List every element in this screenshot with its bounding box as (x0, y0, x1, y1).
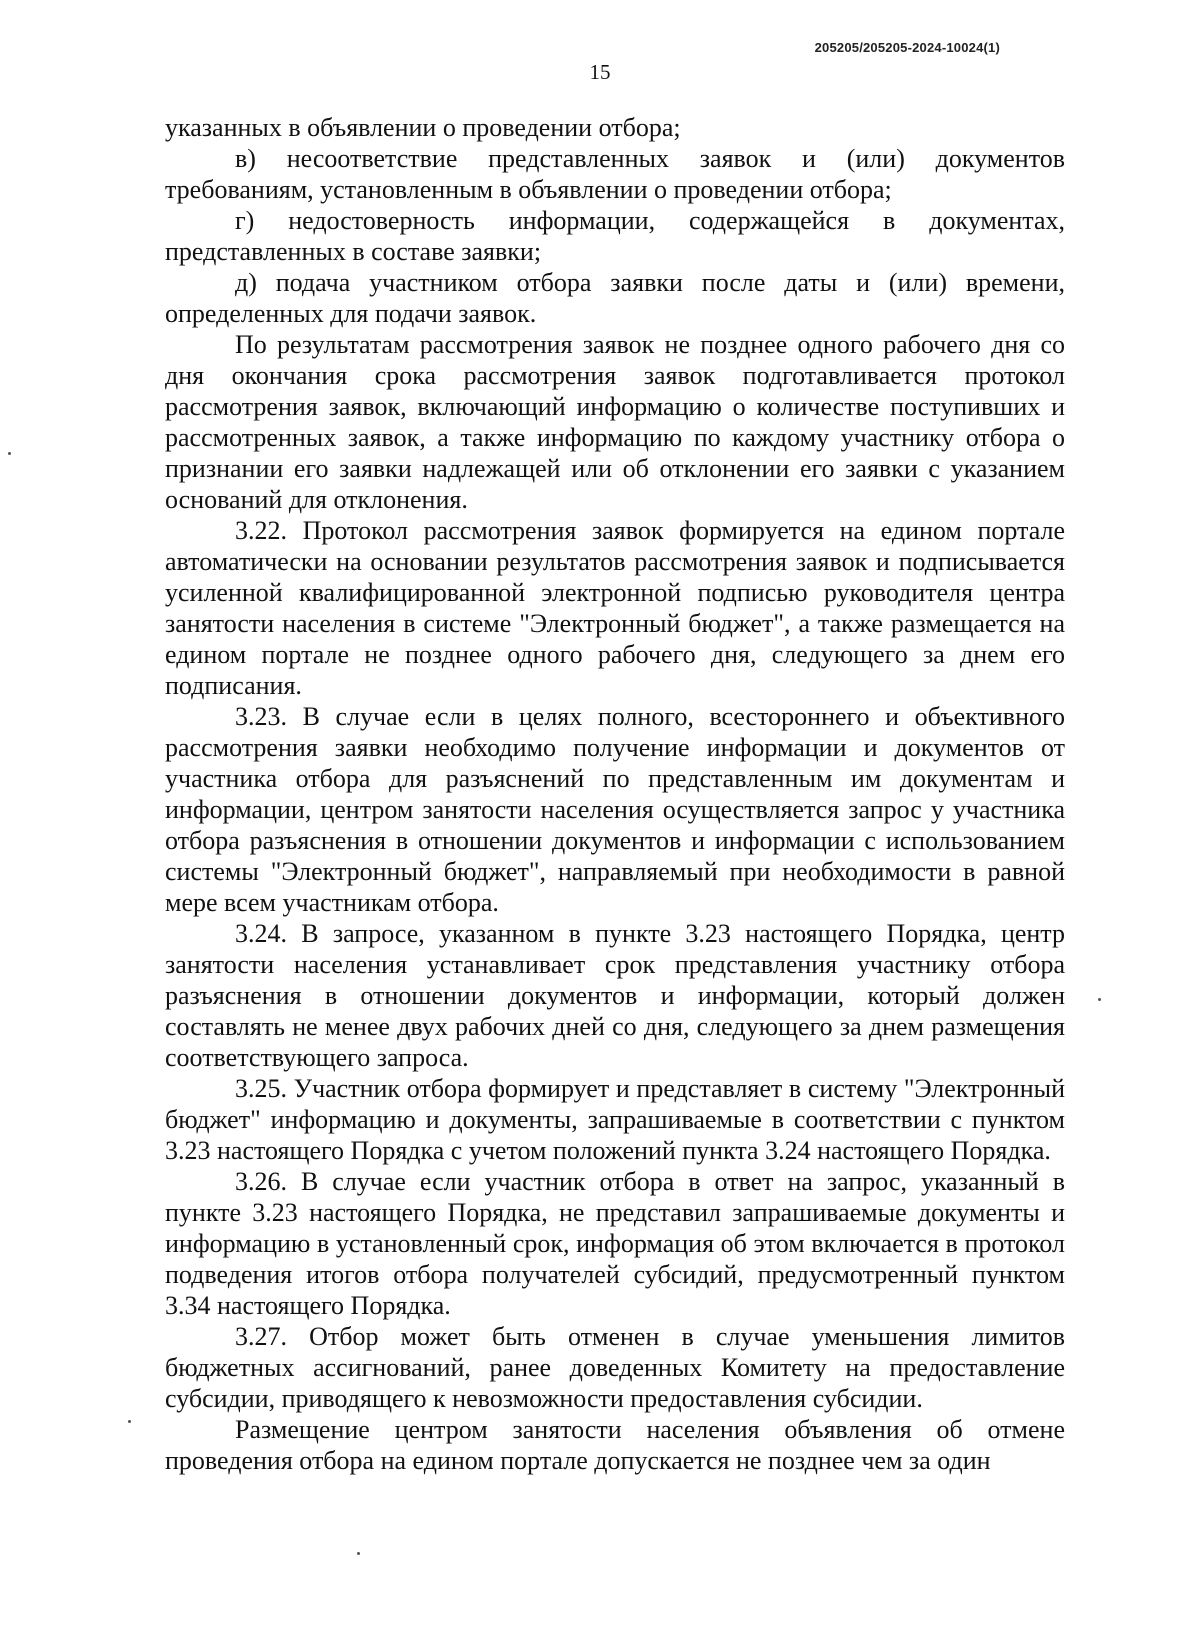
paragraph-item-v: в) несоответствие представленных заявок и (или) документов требованиям, установленным в объявлении о проведении отбора; (165, 144, 1065, 204)
paragraph-item-g: г) недостоверность информации, содержащейся в документах, представленных в составе заявки; (165, 206, 1065, 266)
paragraph-3-27: 3.27. Отбор может быть отменен в случае уменьшения лимитов бюджетных ассигнований, ранее доведенных Комитету на предоставление субсидии, приводящего к невозможности предоставления субсидии. (165, 1322, 1065, 1413)
document-id: 205205/205205-2024-10024(1) (814, 40, 1000, 55)
scan-speck (357, 1552, 360, 1555)
scan-speck (128, 1420, 131, 1423)
paragraph-3-23: 3.23. В случае если в целях полного, всестороннего и объективного рассмотрения заявки необходимо получение информации и документов от участника отбора для разъяснений по представленным им документам и информации, центром занятости населения осуществляется запрос у участника отбора разъяснения в отношении документов и информации с использованием системы "Электронный бюджет", направляемый при необходимости в равной мере всем участникам отбора. (165, 702, 1065, 917)
paragraph-3-26: 3.26. В случае если участник отбора в ответ на запрос, указанный в пункте 3.23 настоящего Порядка, не представил запрашиваемые документы и информацию в установленный срок, информация об этом включается в протокол подведения итогов отбора получателей субсидий, предусмотренный пунктом 3.34 настоящего Порядка. (165, 1167, 1065, 1320)
paragraph-item-d: д) подача участником отбора заявки после даты и (или) времени, определенных для подачи заявок. (165, 268, 1065, 328)
paragraph-3-25: 3.25. Участник отбора формирует и представляет в систему "Электронный бюджет" информацию и документы, запрашиваемые в соответствии с пунктом 3.23 настоящего Порядка с учетом положений пункта 3.24 настоящего Порядка. (165, 1074, 1065, 1165)
paragraph-cancellation-notice: Размещение центром занятости населения объявления об отмене проведения отбора на едином портале допускается не позднее чем за один (165, 1415, 1065, 1475)
paragraph-3-24: 3.24. В запросе, указанном в пункте 3.23 настоящего Порядка, центр занятости населения устанавливает срок представления участнику отбора разъяснения в отношении документов и информации, который должен составлять не менее двух рабочих дней со дня, следующего за днем размещения соответствующего запроса. (165, 919, 1065, 1072)
paragraph-review-results: По результатам рассмотрения заявок не позднее одного рабочего дня со дня окончания срока рассмотрения заявок подготавливается протокол рассмотрения заявок, включающий информацию о количестве поступивших и рассмотренных заявок, а также информацию по каждому участнику отбора о признании его заявки надлежащей или об отклонении его заявки с указанием оснований для отклонения. (165, 330, 1065, 514)
scan-speck (8, 452, 11, 455)
page-number: 15 (589, 60, 611, 84)
paragraph-continuation: указанных в объявлении о проведении отбора; (165, 113, 681, 142)
paragraph-3-22: 3.22. Протокол рассмотрения заявок формируется на едином портале автоматически на основании результатов рассмотрения заявок и подписывается усиленной квалифицированной электронной подписью руководителя центра занятости населения в системе "Электронный бюджет", а также размещается на едином портале не позднее одного рабочего дня, следующего за днем его подписания. (165, 516, 1065, 700)
scan-speck (1098, 998, 1101, 1001)
document-body (165, 112, 1065, 1476)
